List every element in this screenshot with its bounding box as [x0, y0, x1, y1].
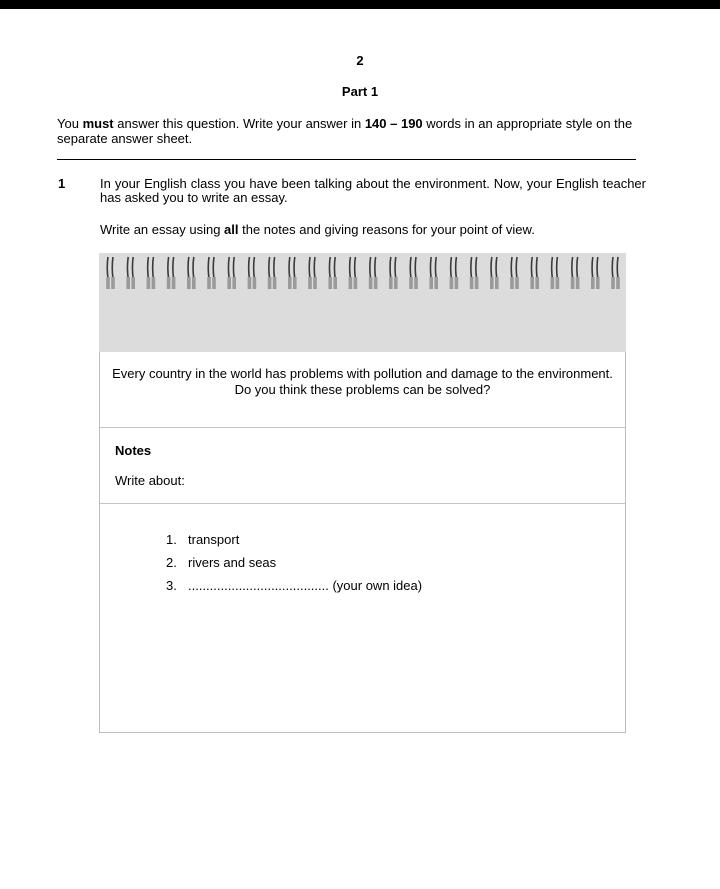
spiral-ring	[349, 257, 358, 289]
spiral-ring	[389, 257, 398, 289]
notepad-body	[99, 352, 626, 733]
spiral-ring	[510, 257, 519, 289]
part-title: Part 1	[341, 84, 379, 99]
notepad	[99, 253, 626, 734]
task-instruction	[100, 222, 535, 237]
notes-list	[166, 528, 422, 597]
essay-prompt	[100, 366, 625, 398]
notes-item-text: rivers and seas	[188, 555, 277, 570]
spiral-binding	[99, 253, 626, 303]
notes-item-number: 1.	[166, 532, 177, 547]
spiral-ring	[369, 257, 378, 289]
question-text: In your English class you have been talking about the environment. Now, your English teacher has asked you to write an essay.	[100, 176, 646, 205]
spiral-ring	[530, 257, 539, 289]
instructions-text-1: You	[57, 116, 83, 131]
spiral-ring	[551, 257, 560, 289]
page-number: 2	[356, 53, 364, 68]
notepad-divider-2	[100, 503, 625, 504]
spiral-ring	[268, 257, 277, 289]
spiral-ring	[470, 257, 479, 289]
divider-rule	[57, 159, 636, 160]
instructions-must: must	[82, 116, 114, 131]
instructions-word-range: 140 – 190	[364, 116, 423, 131]
notes-title: Notes	[115, 443, 152, 458]
notes-item-text: transport	[188, 532, 240, 547]
spiral-ring	[187, 257, 196, 289]
spiral-ring	[328, 257, 337, 289]
spiral-ring	[490, 257, 499, 289]
top-border	[0, 0, 720, 9]
notes-item-text: ....................................... (your own idea)	[188, 578, 423, 593]
spiral-ring	[147, 257, 156, 289]
instructions-text-2: answer this question. Write your answer in	[113, 116, 365, 131]
notes-item	[166, 551, 422, 574]
notepad-divider-1	[100, 427, 625, 428]
spiral-ring	[571, 257, 580, 289]
spiral-ring	[227, 257, 236, 289]
instructions-text-3: words in an appropriate style on the separate answer sheet.	[57, 116, 633, 146]
spiral-ring	[450, 257, 459, 289]
spiral-ring	[429, 257, 438, 289]
notes-item	[166, 574, 422, 597]
spiral-ring	[288, 257, 297, 289]
spiral-ring	[167, 257, 176, 289]
spiral-ring	[106, 257, 115, 289]
prompt-line-2: Do you think these problems can be solved?	[234, 382, 491, 397]
spiral-ring	[126, 257, 135, 289]
prompt-line-1: Every country in the world has problems with pollution and damage to the environment.	[112, 366, 613, 381]
spiral-ring	[409, 257, 418, 289]
spiral-ring	[611, 257, 620, 289]
notes-item-number: 3.	[166, 578, 177, 593]
question-number: 1	[58, 176, 66, 191]
spiral-ring	[591, 257, 600, 289]
spiral-ring	[308, 257, 317, 289]
task-text-1: Write an essay using	[100, 222, 225, 237]
task-all: all	[224, 222, 239, 237]
write-about-label: Write about:	[115, 473, 185, 488]
notes-item-number: 2.	[166, 555, 177, 570]
notepad-header	[99, 253, 626, 352]
task-text-2: the notes and giving reasons for your point of view.	[238, 222, 535, 237]
spiral-ring	[207, 257, 216, 289]
spiral-ring	[248, 257, 257, 289]
instructions	[57, 116, 657, 146]
notes-item	[166, 528, 422, 551]
